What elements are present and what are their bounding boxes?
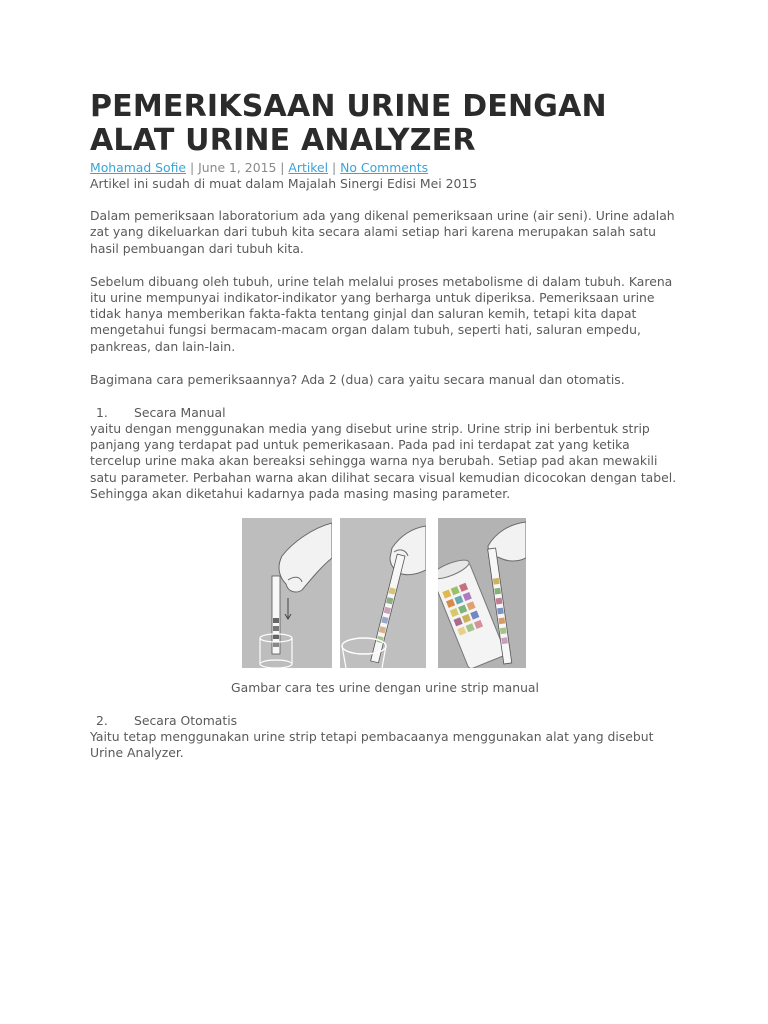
author-link[interactable]: Mohamad Sofie	[90, 160, 187, 175]
post-date: June 1, 2015	[198, 160, 277, 175]
list-number: 1.	[96, 405, 108, 421]
source-note: Artikel ini sudah di muat dalam Majalah Sinergi Edisi Mei 2015	[90, 176, 478, 191]
post-meta	[90, 160, 680, 176]
paragraph-intro: Dalam pemeriksaan laboratorium ada yang dikenal pemeriksaan urine (air seni). Urine adalah zat yang dikeluarkan dari tubuh kita secara alami setiap hari karena merupakan salah satu hasil pembuangan dari tubuh kita.	[90, 208, 675, 256]
paragraph-automatic: Yaitu tetap menggunakan urine strip tetapi pembacaanya menggunakan alat yang disebut Urine Analyzer.	[90, 729, 654, 761]
figure-caption: Gambar cara tes urine dengan urine strip manual	[231, 680, 539, 696]
meta-separator: |	[276, 160, 289, 175]
article-title	[90, 90, 680, 158]
meta-separator: |	[328, 160, 341, 175]
meta-separator: |	[186, 160, 199, 175]
list-item-automatic-heading	[90, 713, 680, 729]
article	[90, 90, 680, 761]
paragraph-metabolism: Sebelum dibuang oleh tubuh, urine telah melalui proses metabolisme di dalam tubuh. Karena itu urine mempunyai indikator-indikator yang berharga untuk diperiksa. Pemeriksaan urine tidak hanya memberikan fakta-fakta tentang ginjal dan saluran kemih, tetapi kita dapat mengetahui fungsi bermacam-macam organ dalam tubuh, seperti hati, saluran empedu, pankreas, dan lain-lain.	[90, 273, 673, 354]
paragraph-manual: yaitu dengan menggunakan media yang disebut urine strip. Urine strip ini berbentuk strip panjang yang terdapat pad untuk pemerikasaan. Pada pad ini terdapat zat yang ketika tercelup urine maka akan bereaksi sehingga warna nya berubah. Setiap pad akan mewakili satu parameter. Perbahan warna akan dilihat secara visual kemudian dicocokan dengan tabel. Sehingga akan diketahui kadarnya pada masing masing parameter.	[90, 421, 677, 501]
title-line-1: PEMERIKSAAN URINE DENGAN	[90, 89, 607, 124]
urine-strip-figure	[90, 518, 680, 678]
category-link[interactable]: Artikel	[288, 160, 329, 175]
list-number: 2.	[96, 713, 108, 729]
photo-dipping-strip	[242, 518, 332, 668]
list-item-manual-heading	[90, 405, 680, 421]
title-line-2: ALAT URINE ANALYZER	[90, 123, 476, 158]
photo-color-chart	[438, 518, 526, 668]
list-item-title: Secara Otomatis	[134, 713, 238, 729]
photo-removing-excess	[340, 518, 426, 668]
list-item-title: Secara Manual	[134, 405, 226, 421]
comments-link[interactable]: No Comments	[340, 160, 429, 175]
paragraph-methods: Bagimana cara pemeriksaannya? Ada 2 (dua) cara yaitu secara manual dan otomatis.	[90, 371, 625, 387]
